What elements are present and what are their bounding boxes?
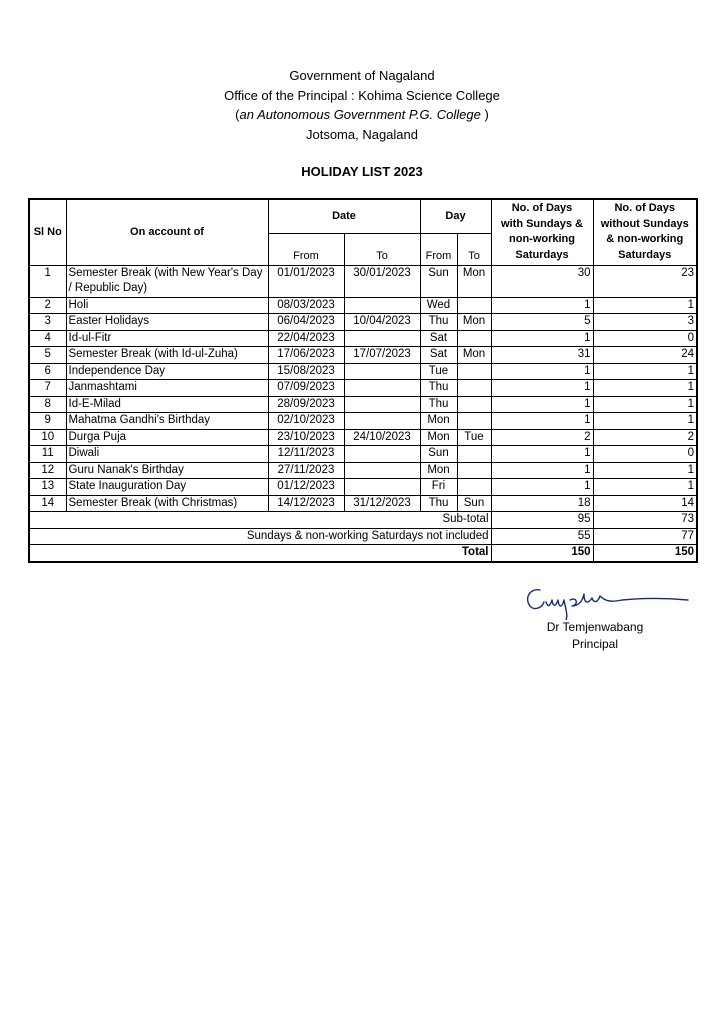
table-row [29, 363, 697, 380]
row-sl-no: 9 [29, 413, 66, 430]
row-days-without-sundays: 1 [593, 413, 697, 430]
row-date-from: 06/04/2023 [268, 314, 344, 331]
row-sl-no: 10 [29, 429, 66, 446]
table-row [29, 462, 697, 479]
row-days-with-sundays: 31 [491, 347, 593, 364]
row-sl-no: 3 [29, 314, 66, 331]
row-date-to [344, 380, 420, 397]
row-day-from: Sun [420, 446, 457, 463]
row-date-from: 23/10/2023 [268, 429, 344, 446]
letterhead [0, 66, 724, 144]
row-day-to: Mon [457, 347, 491, 364]
row-days-with-sundays: 18 [491, 495, 593, 512]
row-date-from: 28/09/2023 [268, 396, 344, 413]
header-date-to: To [344, 233, 420, 265]
header-days-with-sundays: No. of Days with Sundays & non-working Saturdays [491, 199, 593, 265]
row-day-to [457, 380, 491, 397]
row-date-from: 15/08/2023 [268, 363, 344, 380]
row-days-without-sundays: 24 [593, 347, 697, 364]
header-days-without-sundays: No. of Days without Sundays & non-working Saturdays [593, 199, 697, 265]
row-day-from: Thu [420, 314, 457, 331]
row-date-to [344, 297, 420, 314]
row-date-from: 12/11/2023 [268, 446, 344, 463]
row-sl-no: 11 [29, 446, 66, 463]
row-days-with-sundays: 1 [491, 446, 593, 463]
table-row [29, 479, 697, 496]
total-label: Total [29, 545, 491, 562]
row-days-with-sundays: 1 [491, 363, 593, 380]
row-date-from: 17/06/2023 [268, 347, 344, 364]
table-row [29, 380, 697, 397]
row-days-with-sundays: 1 [491, 380, 593, 397]
header-date-from: From [268, 233, 344, 265]
row-sl-no: 2 [29, 297, 66, 314]
row-date-from: 14/12/2023 [268, 495, 344, 512]
row-sl-no: 14 [29, 495, 66, 512]
row-date-to [344, 479, 420, 496]
row-occasion: Diwali [66, 446, 268, 463]
row-days-without-sundays: 1 [593, 462, 697, 479]
table-row [29, 413, 697, 430]
row-occasion: Holi [66, 297, 268, 314]
row-sl-no: 13 [29, 479, 66, 496]
table-row [29, 495, 697, 512]
row-date-to: 24/10/2023 [344, 429, 420, 446]
row-day-to [457, 413, 491, 430]
header-day-to: To [457, 233, 491, 265]
row-date-from: 02/10/2023 [268, 413, 344, 430]
row-day-from: Mon [420, 429, 457, 446]
row-days-with-sundays: 1 [491, 297, 593, 314]
header-day-from: From [420, 233, 457, 265]
row-day-from: Sat [420, 347, 457, 364]
table-row [29, 347, 697, 364]
row-occasion: Semester Break (with Id-ul-Zuha) [66, 347, 268, 364]
row-sl-no: 4 [29, 330, 66, 347]
row-day-to [457, 396, 491, 413]
row-days-with-sundays: 5 [491, 314, 593, 331]
row-date-to [344, 413, 420, 430]
header-on-account-of: On account of [66, 199, 268, 265]
row-occasion: Semester Break (with New Year's Day / Republic Day) [66, 265, 268, 297]
row-sl-no: 5 [29, 347, 66, 364]
row-days-with-sundays: 1 [491, 462, 593, 479]
row-day-to [457, 446, 491, 463]
signatory [530, 619, 660, 653]
header-date: Date [268, 199, 420, 233]
row-date-to [344, 462, 420, 479]
row-days-without-sundays: 0 [593, 446, 697, 463]
row-days-without-sundays: 23 [593, 265, 697, 297]
adjustment-without: 77 [593, 528, 697, 545]
row-day-to [457, 330, 491, 347]
row-day-to: Sun [457, 495, 491, 512]
signatory-title: Principal [571, 637, 619, 651]
row-sl-no: 7 [29, 380, 66, 397]
row-date-to [344, 330, 420, 347]
row-date-to: 30/01/2023 [344, 265, 420, 297]
row-occasion: Janmashtami [66, 380, 268, 397]
college-status-text: an Autonomous Government P.G. College [239, 107, 481, 122]
row-occasion: Easter Holidays [66, 314, 268, 331]
office-line: Office of the Principal : Kohima Science College [224, 87, 500, 103]
row-date-to: 31/12/2023 [344, 495, 420, 512]
row-date-to: 17/07/2023 [344, 347, 420, 364]
row-days-without-sundays: 3 [593, 314, 697, 331]
document-title: HOLIDAY LIST 2023 [301, 164, 423, 179]
row-occasion: Guru Nanak's Birthday [66, 462, 268, 479]
row-days-without-sundays: 1 [593, 396, 697, 413]
row-sl-no: 6 [29, 363, 66, 380]
total-with: 150 [491, 545, 593, 562]
row-day-from: Wed [420, 297, 457, 314]
holiday-rows [29, 265, 697, 512]
row-date-from: 27/11/2023 [268, 462, 344, 479]
row-days-without-sundays: 14 [593, 495, 697, 512]
row-date-from: 01/12/2023 [268, 479, 344, 496]
row-day-from: Sun [420, 265, 457, 297]
row-days-with-sundays: 30 [491, 265, 593, 297]
signatory-name: Dr Temjenwabang [546, 620, 644, 634]
row-days-with-sundays: 1 [491, 330, 593, 347]
row-day-from: Thu [420, 495, 457, 512]
row-day-to: Tue [457, 429, 491, 446]
row-day-to: Mon [457, 265, 491, 297]
row-days-with-sundays: 1 [491, 396, 593, 413]
college-status-line: (an Autonomous Government P.G. College ) [235, 107, 489, 122]
row-occasion: Id-E-Milad [66, 396, 268, 413]
row-day-from: Fri [420, 479, 457, 496]
signature-image [512, 584, 692, 620]
subtotal-with: 95 [491, 512, 593, 529]
row-day-from: Tue [420, 363, 457, 380]
row-occasion: Semester Break (with Christmas) [66, 495, 268, 512]
row-day-from: Mon [420, 462, 457, 479]
row-day-to: Mon [457, 314, 491, 331]
row-day-to [457, 462, 491, 479]
row-day-to [457, 363, 491, 380]
holiday-table [28, 198, 698, 563]
row-sl-no: 1 [29, 265, 66, 297]
table-row [29, 265, 697, 297]
subtotal-without: 73 [593, 512, 697, 529]
row-occasion: Mahatma Gandhi's Birthday [66, 413, 268, 430]
header-sl-no: Sl No [29, 199, 66, 265]
row-days-without-sundays: 1 [593, 297, 697, 314]
government-line: Government of Nagaland [289, 68, 435, 83]
row-days-without-sundays: 1 [593, 380, 697, 397]
row-day-from: Thu [420, 396, 457, 413]
row-days-without-sundays: 2 [593, 429, 697, 446]
row-days-with-sundays: 2 [491, 429, 593, 446]
location-line: Jotsoma, Nagaland [305, 126, 418, 142]
row-date-from: 07/09/2023 [268, 380, 344, 397]
row-sl-no: 12 [29, 462, 66, 479]
row-day-to [457, 479, 491, 496]
total-without: 150 [593, 545, 697, 562]
row-day-from: Sat [420, 330, 457, 347]
row-sl-no: 8 [29, 396, 66, 413]
table-row [29, 429, 697, 446]
subtotal-label: Sub-total [29, 512, 491, 529]
row-date-to [344, 396, 420, 413]
row-days-without-sundays: 0 [593, 330, 697, 347]
adjustment-with: 55 [491, 528, 593, 545]
table-row [29, 330, 697, 347]
row-occasion: Durga Puja [66, 429, 268, 446]
subtotal-row [29, 512, 697, 529]
row-date-from: 08/03/2023 [268, 297, 344, 314]
row-days-with-sundays: 1 [491, 413, 593, 430]
row-days-with-sundays: 1 [491, 479, 593, 496]
row-date-to: 10/04/2023 [344, 314, 420, 331]
row-days-without-sundays: 1 [593, 479, 697, 496]
row-day-from: Thu [420, 380, 457, 397]
row-date-to [344, 363, 420, 380]
table-row [29, 314, 697, 331]
table-row [29, 446, 697, 463]
row-occasion: Id-ul-Fitr [66, 330, 268, 347]
row-days-without-sundays: 1 [593, 363, 697, 380]
row-occasion: Independence Day [66, 363, 268, 380]
row-occasion: State Inauguration Day [66, 479, 268, 496]
table-row [29, 396, 697, 413]
adjustment-row [29, 528, 697, 545]
adjustment-label: Sundays & non-working Saturdays not included [29, 528, 491, 545]
row-day-from: Mon [420, 413, 457, 430]
row-date-to [344, 446, 420, 463]
total-row [29, 545, 697, 562]
table-row [29, 297, 697, 314]
row-date-from: 22/04/2023 [268, 330, 344, 347]
row-date-from: 01/01/2023 [268, 265, 344, 297]
row-day-to [457, 297, 491, 314]
header-day: Day [420, 199, 491, 233]
